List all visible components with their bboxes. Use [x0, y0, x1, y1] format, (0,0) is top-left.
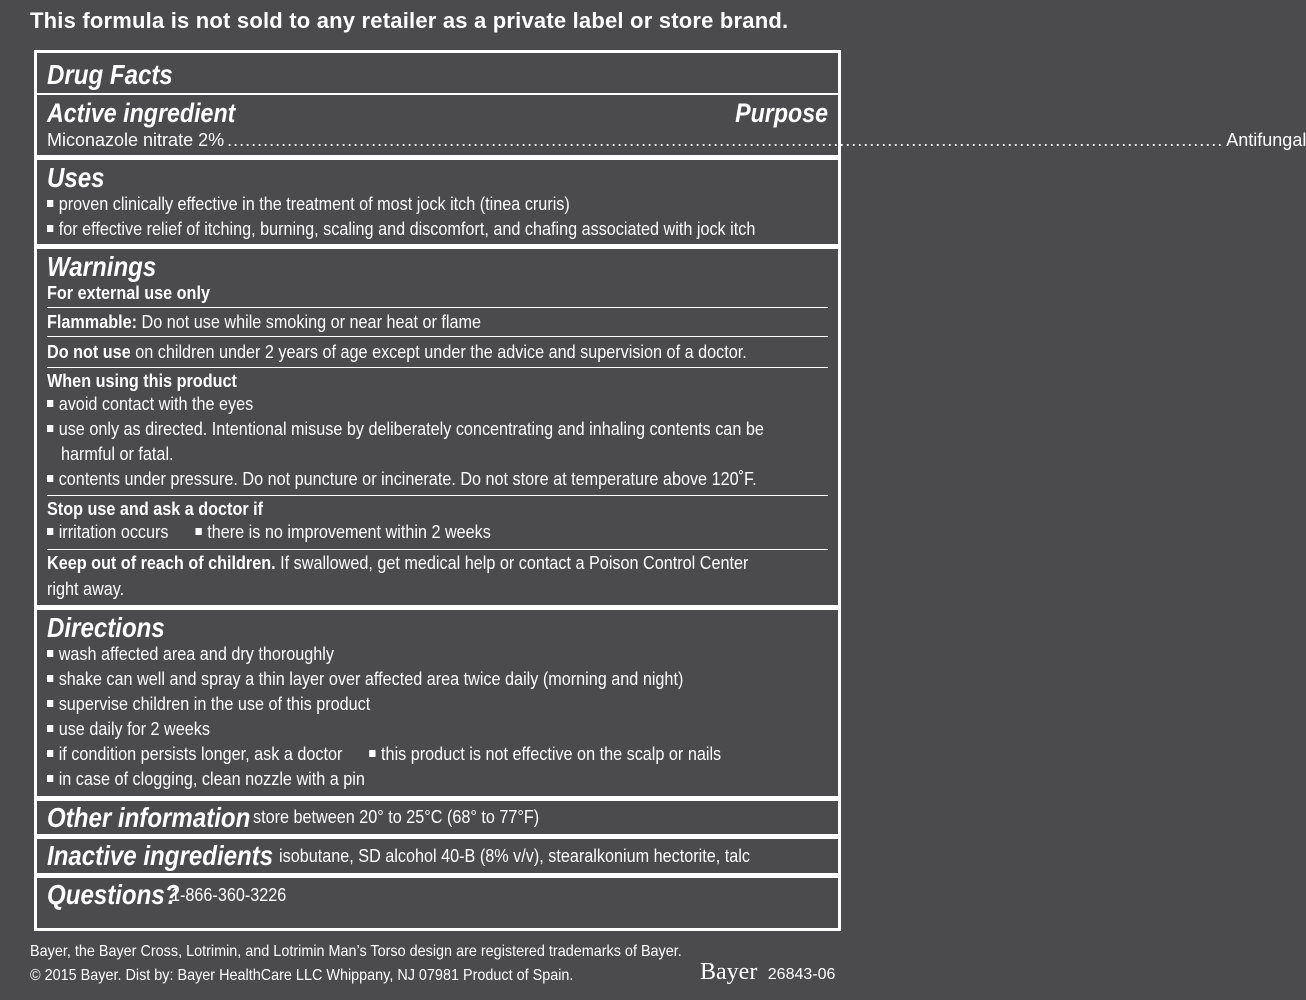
when-using-heading: When using this product: [47, 371, 237, 391]
bullet-icon: [47, 200, 53, 207]
questions-row: [47, 878, 828, 912]
inactive-ingredients-title: Inactive ingredients: [47, 840, 274, 871]
stop-use-items: irritation occurs there is no improvement within 2 weeks: [47, 520, 828, 545]
purpose-value: Antifungal: [1226, 130, 1306, 150]
active-ingredient-value: Miconazole nitrate 2%: [47, 130, 225, 150]
external-use-only: For external use only: [47, 283, 210, 303]
bullet-icon: [47, 225, 53, 232]
directions-item: use daily for 2 weeks: [47, 717, 828, 742]
uses-title: Uses: [47, 162, 105, 193]
directions-item: in case of clogging, clean nozzle with a pin: [47, 767, 828, 792]
uses-item: proven clinically effective in the treatment of most jock itch (tinea cruris): [47, 192, 828, 217]
drug-facts-panel: [34, 50, 1306, 931]
uses-item: for effective relief of itching, burning, scaling and discomfort, and chafing associated with jock itch: [47, 217, 828, 242]
active-ingredient-heading: Active ingredient: [47, 98, 236, 128]
other-information-title: Other information: [47, 801, 251, 833]
other-information-row: [47, 801, 828, 834]
bullet-icon: [47, 475, 53, 482]
bullet-icon: [47, 775, 53, 782]
purpose-heading: Purpose: [735, 98, 828, 128]
directions-item: shake can well and spray a thin layer over affected area twice daily (morning and night): [47, 667, 828, 692]
bullet-icon: [47, 750, 53, 757]
warnings-title: Warnings: [47, 251, 157, 282]
inactive-ingredients-text: isobutane, SD alcohol 40-B (8% v/v), stearalkonium hectorite, talc: [279, 845, 750, 866]
trademark-notice: Bayer, the Bayer Cross, Lotrimin, and Lotrimin Man’s Torso design are registered trademarks of Bayer.: [30, 943, 682, 960]
do-not-use-warning: Do not use on children under 2 years of age except under the advice and supervision of a doctor.: [47, 342, 747, 362]
footer: [30, 940, 850, 988]
keep-out-warning: Keep out of reach of children. If swallowed, get medical help or contact a Poison Control Center: [47, 553, 749, 573]
bullet-icon: [47, 675, 53, 682]
bullet-icon: [369, 750, 375, 757]
directions-item: supervise children in the use of this product: [47, 692, 828, 717]
questions-phone: 1-866-360-3226: [171, 884, 287, 905]
drug-facts-title: Drug Facts: [47, 59, 173, 90]
leader-dots: ......................................................................................................................................................................: [227, 130, 1224, 150]
keep-out-warning-continued: right away.: [47, 579, 125, 599]
when-using-item: contents under pressure. Do not puncture or incinerate. Do not store at temperature above 120˚F.: [47, 467, 828, 492]
distributor-info: © 2015 Bayer. Dist by: Bayer HealthCare LLC Whippany, NJ 07981 Product of Spain. Bayer 26843-06: [30, 959, 836, 985]
when-using-item: use only as directed. Intentional misuse by deliberately concentrating and inhaling contents can be: [47, 417, 828, 442]
bullet-icon: [47, 528, 53, 535]
inactive-ingredients-row: [47, 839, 828, 873]
when-using-item: avoid contact with the eyes: [47, 392, 828, 417]
private-label-banner: This formula is not sold to any retailer as a private label or store brand.: [30, 8, 789, 33]
directions-item: if condition persists longer, ask a doctor this product is not effective on the scalp or nails: [47, 742, 828, 767]
bullet-icon: [47, 425, 53, 432]
product-code: 26843-06: [767, 966, 836, 983]
bayer-logo: Bayer: [700, 959, 758, 985]
when-using-item-continued: harmful or fatal.: [61, 444, 174, 464]
bullet-icon: [47, 650, 53, 657]
bullet-icon: [47, 700, 53, 707]
bullet-icon: [196, 528, 202, 535]
questions-title: Questions?: [47, 879, 180, 910]
other-information-text: store between 20° to 25°C (68° to 77°F): [253, 807, 540, 827]
directions-title: Directions: [47, 612, 165, 643]
bullet-icon: [47, 725, 53, 732]
stop-use-heading: Stop use and ask a doctor if: [47, 499, 264, 519]
bullet-icon: [47, 400, 53, 407]
flammable-warning: Flammable: Do not use while smoking or near heat or flame: [47, 312, 482, 332]
directions-item: wash affected area and dry thoroughly: [47, 642, 828, 667]
